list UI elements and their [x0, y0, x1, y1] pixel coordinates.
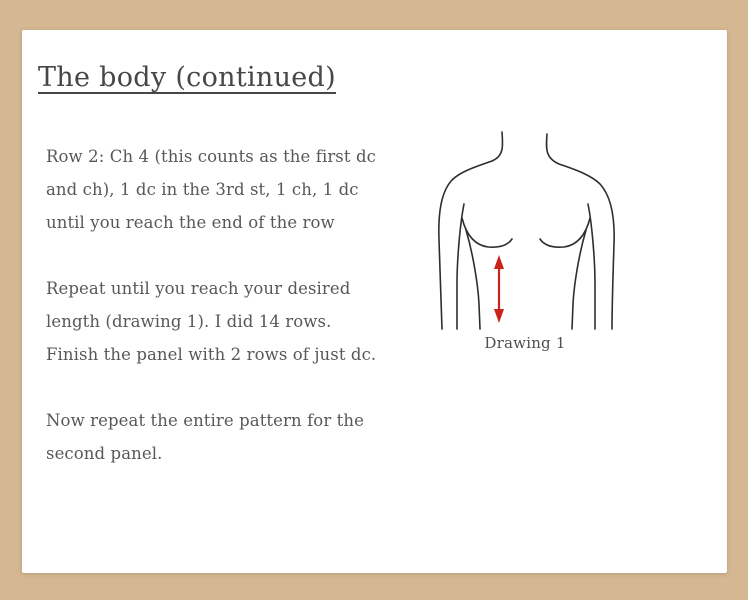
text-line: Row 2: Ch 4 (this counts as the first dc [46, 147, 376, 166]
text-line: Finish the panel with 2 rows of just dc. [46, 345, 377, 364]
length-arrow [494, 255, 504, 323]
torso-left-outline [439, 132, 503, 329]
torso-right-waist [572, 230, 586, 329]
figure-drawing-1 [428, 118, 640, 352]
torso-right-outline [546, 134, 614, 329]
paragraph-row-2 [46, 140, 406, 239]
text-line: length (drawing 1). I did 14 rows. [46, 312, 332, 331]
text-line: Repeat until you reach your desired [46, 279, 351, 298]
figure-caption: Drawing 1 [484, 334, 566, 352]
text-line: second panel. [46, 444, 163, 463]
torso-line-drawing [428, 118, 640, 332]
paragraph-second-panel [46, 404, 406, 470]
instructions [46, 140, 406, 503]
text-line: Now repeat the entire pattern for the [46, 411, 364, 430]
page-title: The body (continued) [38, 62, 336, 93]
torso-left-waist [466, 230, 480, 329]
paragraph-repeat [46, 272, 406, 371]
text-line: until you reach the end of the row [46, 213, 335, 232]
page [22, 30, 727, 573]
text-line: and ch), 1 dc in the 3rd st, 1 ch, 1 dc [46, 180, 359, 199]
